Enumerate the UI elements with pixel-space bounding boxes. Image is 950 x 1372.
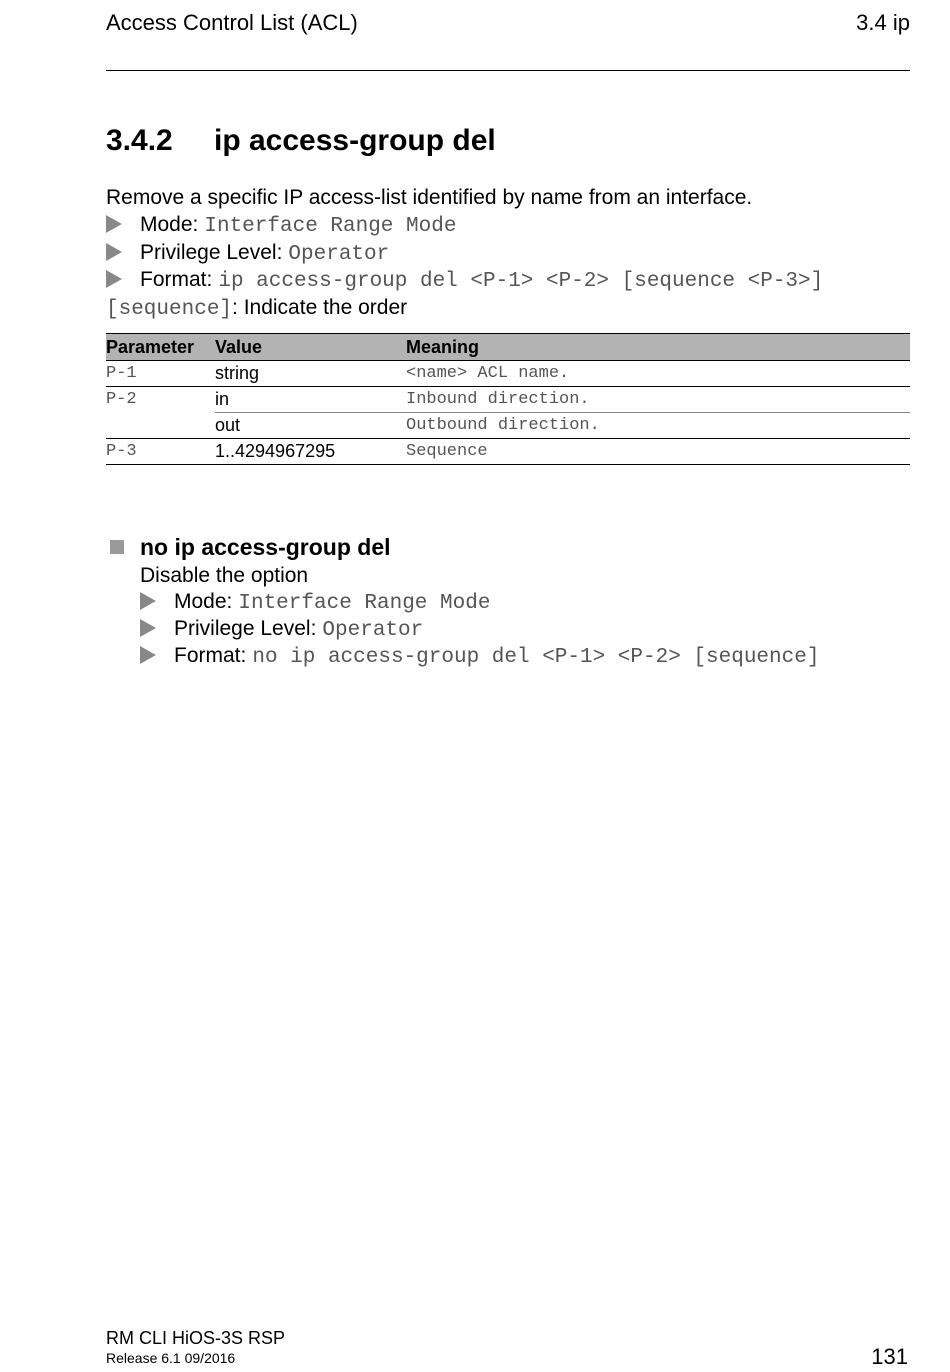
table-cell-meaning: Inbound direction. xyxy=(406,387,910,413)
page-number: 131 xyxy=(871,1344,908,1369)
table-cell-value: string xyxy=(215,361,406,387)
table-row xyxy=(106,439,910,465)
footer-product: RM CLI HiOS-3S RSP xyxy=(106,1328,286,1348)
running-header-title: Access Control List (ACL) xyxy=(106,10,358,35)
triangle-bullet-icon xyxy=(140,592,156,610)
parameter-table xyxy=(106,333,910,465)
table-cell-value: in xyxy=(215,387,406,413)
no-form-title: no ip access-group del xyxy=(140,534,391,560)
table-cell-parameter: P-1 xyxy=(106,361,215,387)
format-value: ip access-group del <P-1> <P-2> [sequence <P-3>] xyxy=(218,270,824,293)
no-form-privilege-line xyxy=(140,617,423,642)
mode-label: Mode: xyxy=(140,213,199,236)
mode-value: Interface Range Mode xyxy=(204,215,457,238)
no-form-privilege-value: Operator xyxy=(322,619,424,642)
section-number: 3.4.2 xyxy=(106,124,173,157)
table-cell-parameter: P-2 xyxy=(106,390,137,410)
table-cell-meaning: Sequence xyxy=(406,439,910,465)
format-label: Format: xyxy=(140,268,213,291)
no-form-format-value: no ip access-group del <P-1> <P-2> [sequence] xyxy=(252,646,820,669)
no-form-format-label: Format: xyxy=(174,644,247,667)
no-form-description: Disable the option xyxy=(140,564,309,587)
table-row xyxy=(106,361,910,387)
table-header-meaning: Meaning xyxy=(406,334,910,361)
table-cell-value: 1..4294967295 xyxy=(215,439,406,465)
triangle-bullet-icon xyxy=(140,646,156,664)
section-intro: Remove a specific IP access-list identified by name from an interface. xyxy=(106,186,753,209)
table-cell-parameter xyxy=(106,413,215,439)
section-title: ip access-group del xyxy=(214,124,496,157)
table-cell-value: out xyxy=(215,413,406,439)
privilege-value: Operator xyxy=(288,243,390,266)
footer-release: Release 6.1 09/2016 xyxy=(106,1350,236,1366)
triangle-bullet-icon xyxy=(106,243,122,261)
optional-token: [sequence] xyxy=(106,298,233,321)
running-header-section: 3.4 ip xyxy=(856,10,910,35)
table-header-value: Value xyxy=(215,334,406,361)
no-form-mode-line xyxy=(140,590,490,615)
no-form-mode-value: Interface Range Mode xyxy=(238,592,491,615)
optional-description: : Indicate the order xyxy=(232,296,408,319)
header-divider xyxy=(106,70,910,71)
optional-parameter-note xyxy=(106,296,407,321)
format-line xyxy=(106,268,823,293)
triangle-bullet-icon xyxy=(140,619,156,637)
mode-line xyxy=(106,213,456,238)
no-form-format-line xyxy=(140,644,819,669)
privilege-line xyxy=(106,241,389,266)
section-heading xyxy=(106,124,496,158)
square-bullet-icon xyxy=(110,540,124,554)
triangle-bullet-icon xyxy=(106,215,122,233)
triangle-bullet-icon xyxy=(106,270,122,288)
no-form-privilege-label: Privilege Level: xyxy=(174,617,317,640)
no-form-mode-label: Mode: xyxy=(174,590,233,613)
table-cell-parameter: P-3 xyxy=(106,439,215,465)
privilege-label: Privilege Level: xyxy=(140,241,283,264)
table-cell-meaning: <name> ACL name. xyxy=(406,361,910,387)
table-cell-meaning: Outbound direction. xyxy=(406,413,910,439)
table-row xyxy=(106,387,910,413)
table-row xyxy=(106,413,910,439)
table-header-parameter: Parameter xyxy=(106,334,215,361)
table-header-row xyxy=(106,334,910,361)
